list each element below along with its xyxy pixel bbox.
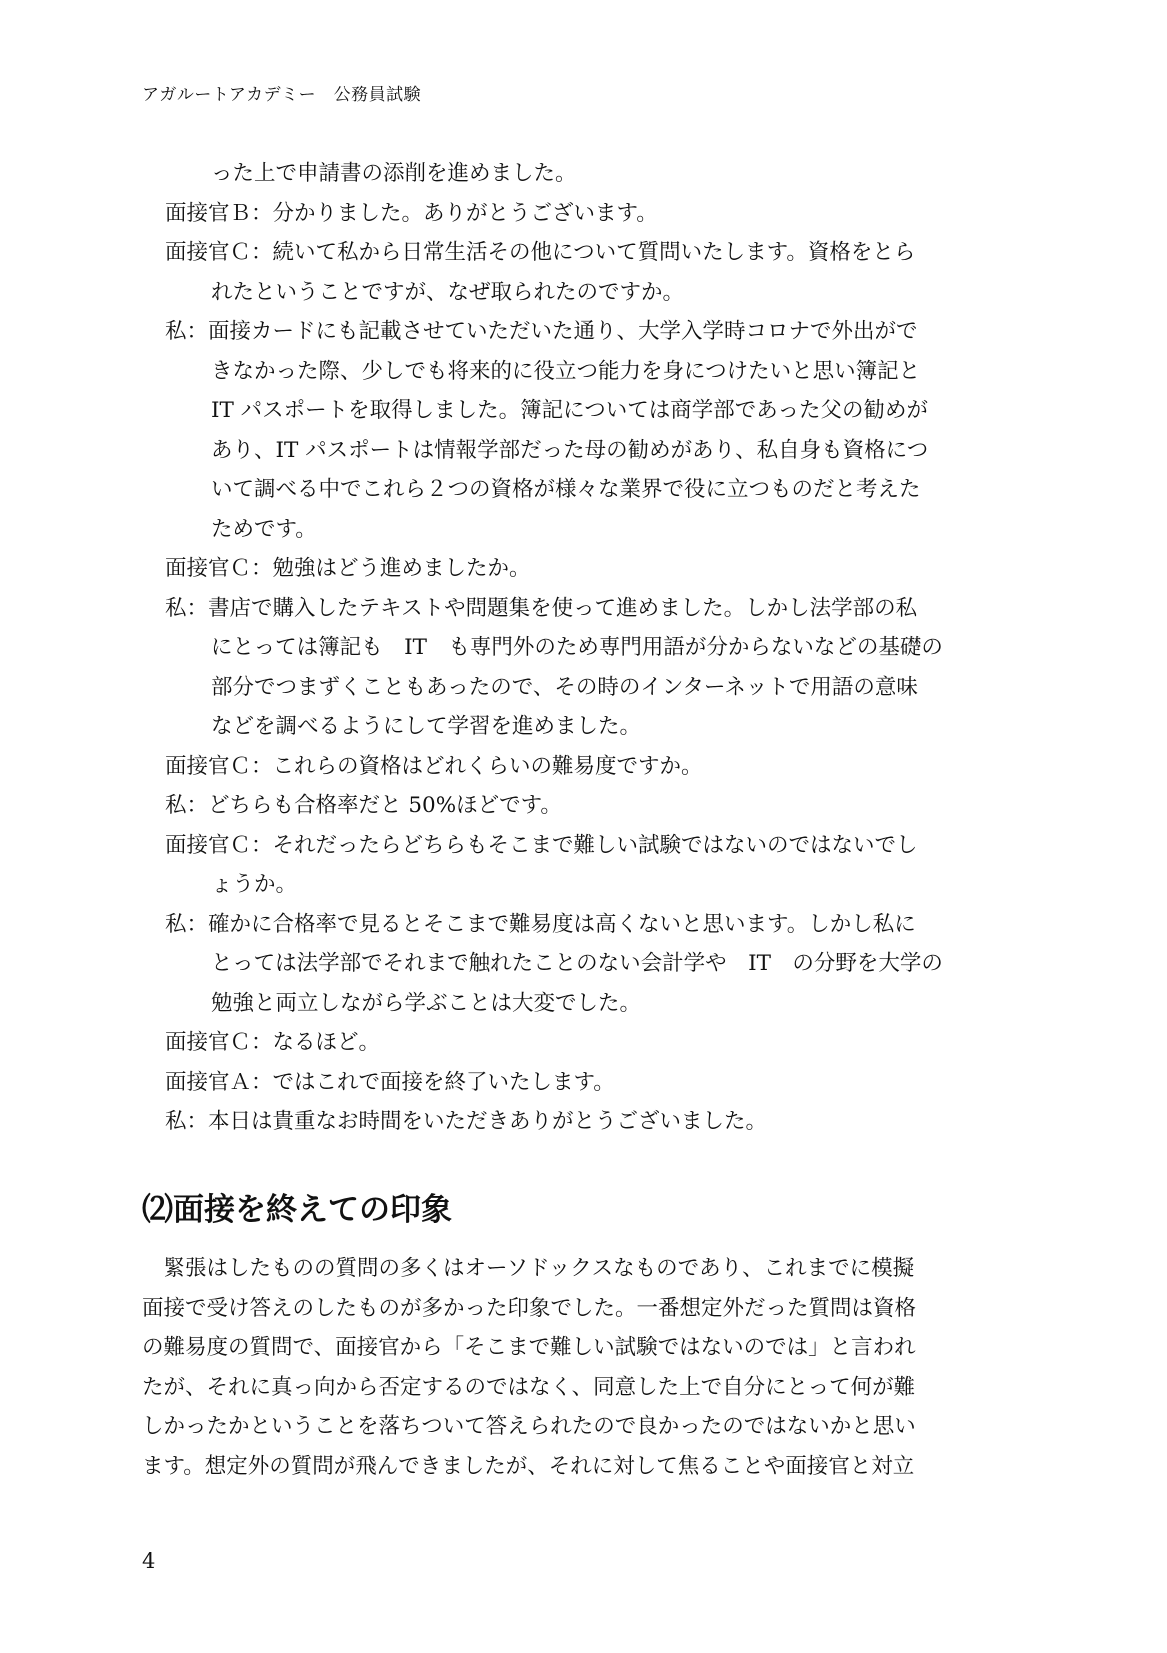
speaker-label: 私： [165,595,209,621]
dialogue-entry [165,1023,997,1063]
speaker-label: 面接官Ｃ： [165,240,273,265]
dialogue-entry [165,1102,997,1142]
speaker-label: 面接官Ｃ： [165,753,273,779]
dialogue-line: 確かに合格率で見るとそこまで難易度は高くないと思います。しかし私に [208,911,916,937]
section-heading: ⑵面接を終えての印象 [142,1192,452,1228]
impression-paragraph [142,1249,1002,1486]
dialogue-entry [165,905,997,1024]
speaker-label: 私： [165,319,209,344]
paragraph-line: しかったかということを落ちついて答えられたので良かったのではないかと思い [142,1414,916,1439]
dialogue-line: いて調べる中でこれら２つの資格が様々な業界で役に立つものだと考えた [211,477,921,502]
dialogue-line: った上で申請書の添削を進めました。 [211,161,577,186]
speaker-label: 面接官Ｃ： [165,1030,273,1055]
speaker-label: 私： [165,793,209,818]
dialogue-line: これらの資格はどれくらいの難易度ですか。 [272,753,703,779]
dialogue-entry [165,154,997,194]
dialogue-line: とっては法学部でそれまで触れたことのない会計学や IT の分野を大学の [211,951,943,976]
dialogue-line: ではこれで面接を終了いたします。 [272,1069,615,1095]
dialogue-line: などを調べるようにして学習を進めました。 [211,714,642,739]
speaker-label: 私： [165,911,209,937]
speaker-label: 面接官Ｂ： [165,200,273,226]
dialogue-line: ょうか。 [211,872,298,897]
dialogue-entry [165,312,997,549]
dialogue-entry [165,786,997,826]
dialogue-line: 書店で購入したテキストや問題集を使って進めました。しかし法学部の私 [208,595,918,621]
dialogue-entry [165,826,997,905]
speaker-label: 面接官Ｃ： [165,832,273,858]
paragraph-line: たが、それに真っ向から否定するのではなく、同意した上で自分にとって何が難 [142,1374,916,1400]
dialogue-line: IT パスポートを取得しました。簿記については商学部であった父の勧めが [211,398,929,423]
dialogue-line: れたということですが、なぜ取られたのですか。 [211,279,685,305]
dialogue-entry [165,194,997,234]
dialogue-line: あり、IT パスポートは情報学部だった母の勧めがあり、私自身も資格につ [211,437,929,463]
dialogue-entry [165,1063,997,1103]
dialogue-line: どちらも合格率だと 50%ほどです。 [208,793,562,818]
page-number: 4 [142,1549,156,1573]
dialogue-line: 部分でつまずくこともあったので、その時のインターネットで用語の意味 [211,674,918,700]
dialogue-line: 勉強と両立しながら学ぶことは大変でした。 [211,990,642,1016]
speaker-label: 私： [165,1109,209,1134]
dialogue-line: きなかった際、少しでも将来的に役立つ能力を身につけたいと思い簿記と [211,358,921,384]
dialogue-entry [165,747,997,787]
dialogue-line: なるほど。 [272,1030,381,1055]
dialogue-line: それだったらどちらもそこまで難しい試験ではないのではないでし [272,832,918,858]
dialogue-line: ためです。 [211,516,317,542]
speaker-label: 面接官Ａ： [165,1069,273,1095]
paragraph-line: 緊張はしたものの質問の多くはオーソドックスなものであり、これまでに模擬 [142,1256,915,1281]
paragraph-line: 面接で受け答えのしたものが多かった印象でした。一番想定外だった質問は資格 [142,1295,917,1321]
dialogue-line: にとっては簿記も IT も専門外のため専門用語が分からないなどの基礎の [211,635,943,660]
dialogue-line: 面接カードにも記載させていただいた通り、大学入学時コロナで外出がで [208,319,918,344]
dialogue-entry [165,549,997,589]
interview-dialogue [165,154,997,1142]
speaker-label: 面接官Ｃ： [165,556,273,581]
running-header: アガルートアカデミー 公務員試験 [142,85,422,105]
dialogue-line: 続いて私から日常生活その他について質問いたします。資格をとら [272,240,916,265]
paragraph-line: ます。想定外の質問が飛んできましたが、それに対して焦ることや面接官と対立 [142,1453,915,1479]
dialogue-line: 本日は貴重なお時間をいただきありがとうございました。 [208,1109,768,1134]
dialogue-entry [165,589,997,747]
dialogue-line: 勉強はどう進めましたか。 [272,556,531,581]
paragraph-line: の難易度の質問で、面接官から「そこまで難しい試験ではないのでは」と言われ [142,1335,916,1360]
dialogue-line: 分かりました。ありがとうございます。 [272,200,658,226]
dialogue-entry [165,233,997,312]
